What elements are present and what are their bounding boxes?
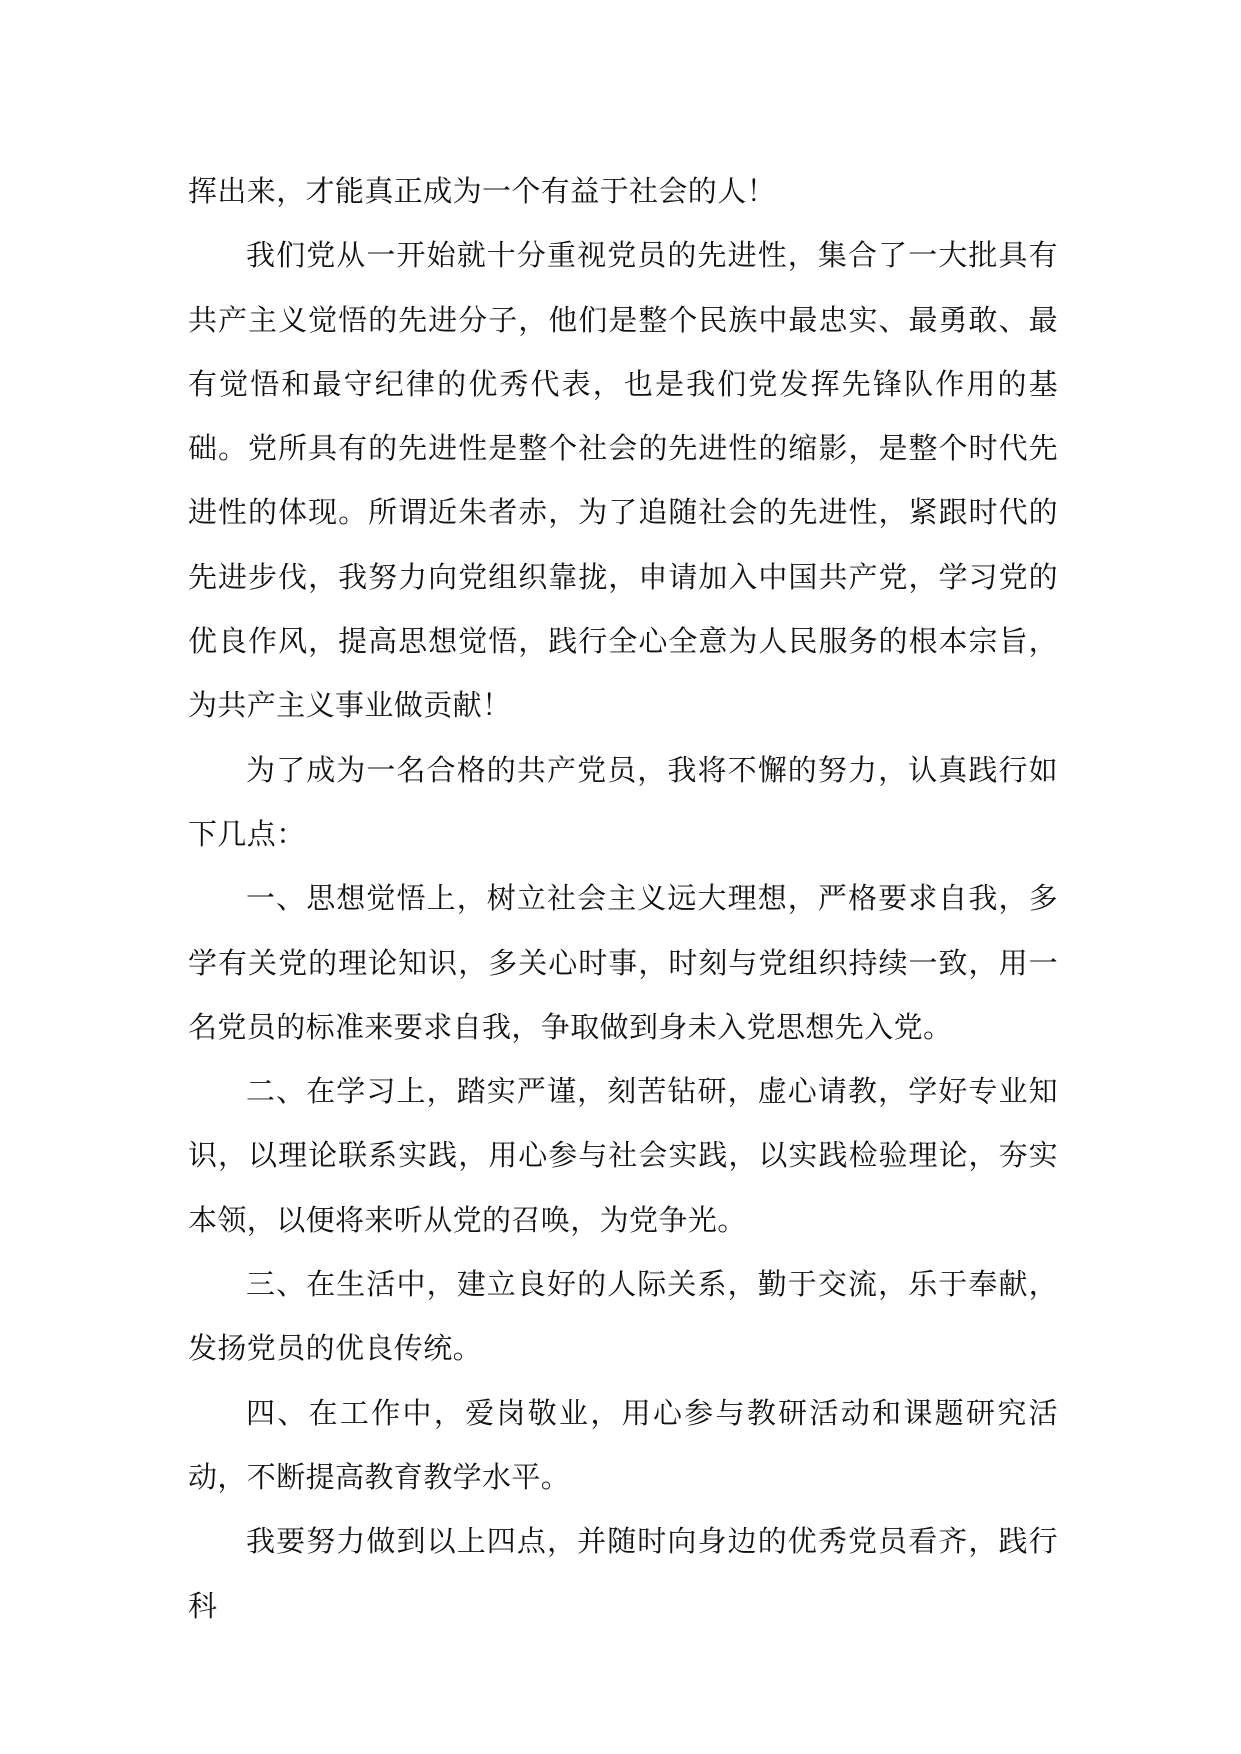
paragraph-7: 四、在工作中，爱岗敬业，用心参与教研活动和课题研究活动，不断提高教育教学水平。 [188, 1395, 1058, 1494]
paragraph-2: 我们党从一开始就十分重视党员的先进性，集合了一大批具有共产主义觉悟的先进分子，他们是整个民族中最忠实、最勇敢、最有觉悟和最守纪律的优秀代表，也是我们党发挥先锋队作用的基础。党所具有的先进性是整个社会的先进性的缩影，是整个时代先进性的体现。所谓近朱者赤，为了追随社会的先进性，紧跟时代的先进步伐，我努力向党组织靠拢，申请加入中国共产党，学习党的优良作风，提高思想觉悟，践行全心全意为人民服务的根本宗旨，为共产主义事业做贡献！ [188, 238, 1058, 723]
paragraph-3: 为了成为一名合格的共产党员，我将不懈的努力，认真践行如下几点： [188, 752, 1058, 851]
paragraph-6: 三、在生活中，建立良好的人际关系，勤于交流，乐于奉献，发扬党员的优良传统。 [188, 1267, 1058, 1366]
paragraph-8: 我要努力做到以上四点，并随时向身边的优秀党员看齐，践行科 [188, 1524, 1058, 1623]
document-body [188, 159, 1058, 1638]
paragraph-5: 二、在学习上，踏实严谨，刻苦钻研，虚心请教，学好专业知识，以理论联系实践，用心参与社会实践，以实践检验理论，夯实本领，以便将来听从党的召唤，为党争光。 [188, 1074, 1058, 1237]
paragraph-4: 一、思想觉悟上，树立社会主义远大理想，严格要求自我，多学有关党的理论知识，多关心时事，时刻与党组织持续一致，用一名党员的标准来要求自我，争取做到身未入党思想先入党。 [188, 881, 1058, 1044]
paragraph-1: 挥出来，才能真正成为一个有益于社会的人！ [188, 174, 777, 208]
